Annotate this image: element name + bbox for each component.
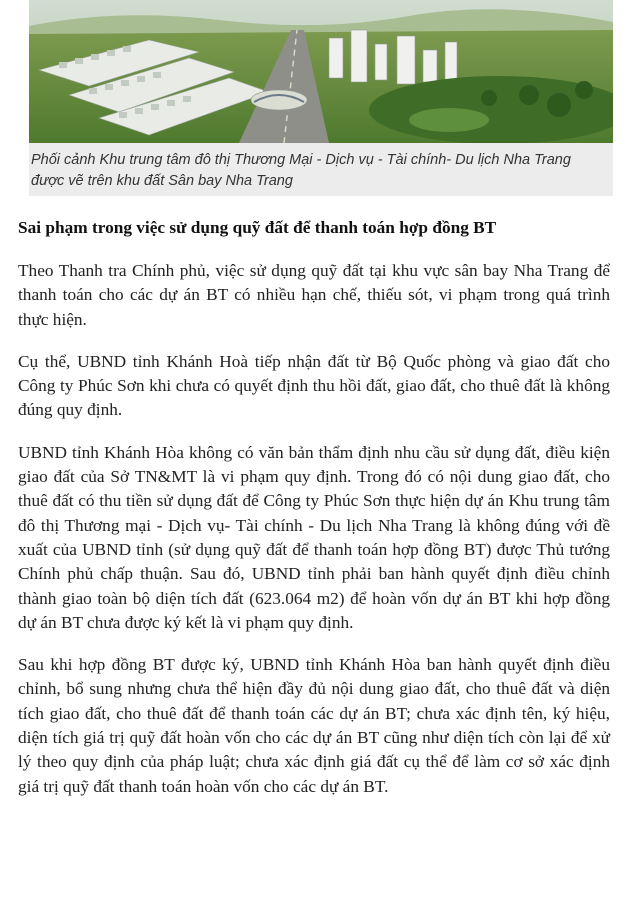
article-figure — [29, 0, 613, 196]
article-body — [18, 216, 610, 817]
article-paragraph: Theo Thanh tra Chính phủ, việc sử dụng quỹ đất tại khu vực sân bay Nha Trang để thanh toán cho các dự án BT có nhiều hạn chế, thiếu sót, vi phạm trong quá trình thực hiện. — [18, 261, 610, 329]
figure-caption: Phối cảnh Khu trung tâm đô thị Thương Mại - Dịch vụ - Tài chính- Du lịch Nha Trang được vẽ trên khu đất Sân bay Nha Trang — [31, 152, 571, 189]
article-paragraph: Sau khi hợp đồng BT được ký, UBND tỉnh Khánh Hòa ban hành quyết định điều chỉnh, bổ sung nhưng chưa thể hiện đầy đủ nội dung giao đất, cho thuê đất và diện tích giao đất, cho thuê đất để thanh toán các dự án BT; chưa xác định tên, ký hiệu, diện tích giá trị quỹ đất hoàn vốn cho các dự án BT cũng như diện tích còn lại để xử lý theo quy định của pháp luật; chưa xác định giá đất cụ thể để làm cơ sở xác định giá trị quỹ đất thanh toán hoàn vốn cho các dự án BT. — [18, 655, 610, 796]
section-heading: Sai phạm trong việc sử dụng quỹ đất để thanh toán hợp đồng BT — [18, 218, 497, 237]
article-paragraph: UBND tỉnh Khánh Hòa không có văn bản thẩm định nhu cầu sử dụng đất, điều kiện giao đất của Sở TN&MT là vi phạm quy định. Trong đó có nội dung giao đất, cho thuê đất có thu tiền sử dụng đất để Công ty Phúc Sơn thực hiện dự án Khu trung tâm đô thị Thương mại - Dịch vụ- Tài chính - Du lịch Nha Trang là không đúng với đề xuất của UBND tỉnh (sử dụng quỹ đất để thanh toán hợp đồng BT) được Thủ tướng Chính phủ chấp thuận. Sau đó, UBND tỉnh phải ban hành quyết định điều chỉnh thành giao toàn bộ diện tích đất (623.064 m2) để hoàn vốn dự án BT khi hợp đồng dự án BT chưa được ký kết là vi phạm quy định. — [18, 442, 610, 632]
urban-rendering-image — [29, 0, 613, 143]
article-paragraph: Cụ thể, UBND tỉnh Khánh Hoà tiếp nhận đất từ Bộ Quốc phòng và giao đất cho Công ty Phúc Sơn khi chưa có quyết định thu hồi đất, giao đất, cho thuê đất là không đúng quy định. — [18, 351, 610, 420]
